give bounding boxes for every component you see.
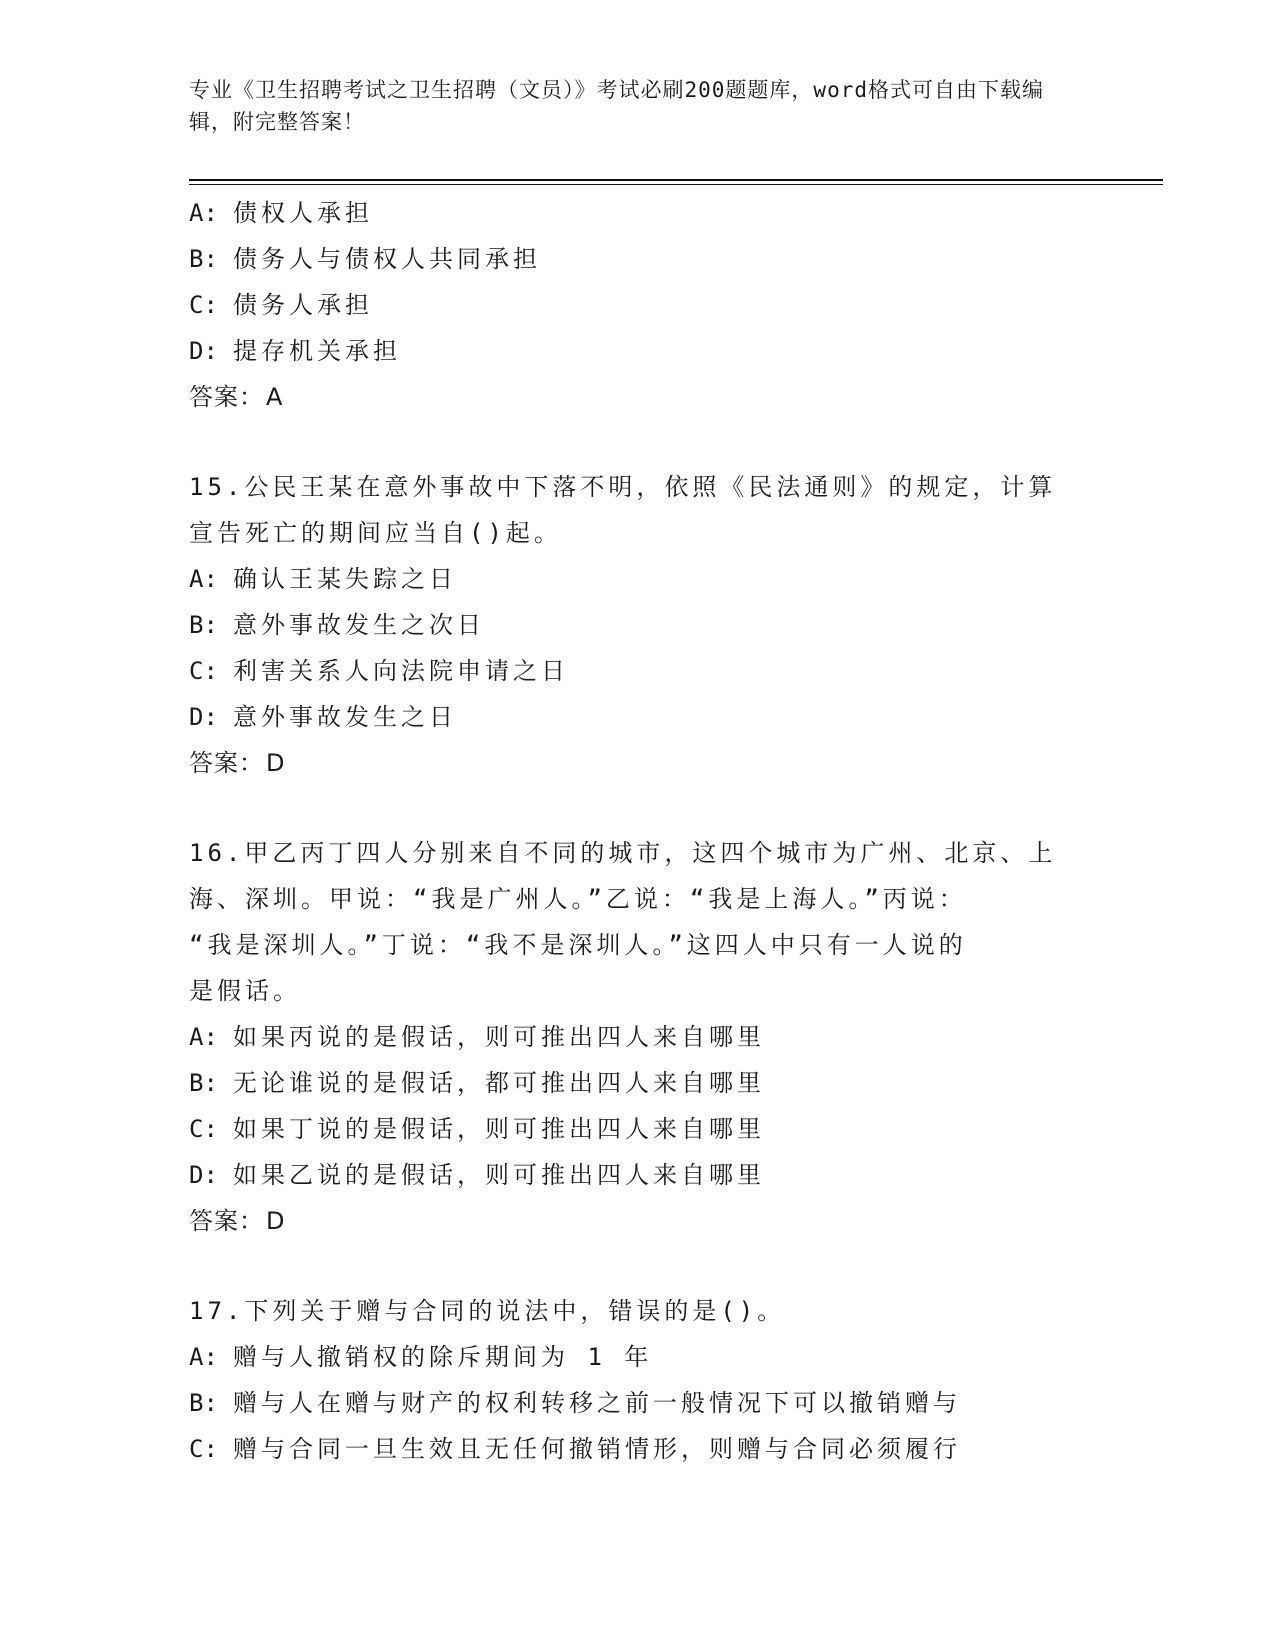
- option-letter: B:: [189, 1389, 218, 1417]
- question-spacer: [189, 420, 1089, 464]
- option-b: [189, 1060, 1089, 1106]
- option-letter: A:: [189, 199, 218, 227]
- option-d: [189, 694, 1089, 740]
- question-stem: “我是深圳人。”丁说：“我不是深圳人。”这四人中只有一人说的: [189, 931, 967, 959]
- option-text: 债务人与债权人共同承担: [233, 245, 541, 273]
- answer-label: 答案：: [189, 749, 264, 777]
- question-15: [189, 464, 1089, 786]
- option-c: [189, 282, 1089, 328]
- question-content: [189, 190, 1089, 1472]
- option-letter: B:: [189, 245, 218, 273]
- header-divider: [189, 179, 1163, 181]
- answer-label: 答案：: [189, 383, 264, 411]
- option-text: 赠与人撤销权的除斥期间为 1 年: [233, 1343, 653, 1371]
- option-text: 如果丁说的是假话，则可推出四人来自哪里: [233, 1115, 765, 1143]
- option-a: [189, 190, 1089, 236]
- answer-line: [189, 740, 1089, 786]
- option-letter: C:: [189, 1115, 218, 1143]
- question-stem: 16.甲乙丙丁四人分别来自不同的城市，这四个城市为广州、北京、上: [189, 839, 1057, 867]
- question-stem: 15.公民王某在意外事故中下落不明，依照《民法通则》的规定，计算: [189, 473, 1057, 501]
- prev-question-block: [189, 190, 1089, 420]
- option-text: 提存机关承担: [233, 337, 401, 365]
- option-text: 意外事故发生之次日: [233, 611, 485, 639]
- answer-value: D: [266, 1207, 286, 1235]
- option-b: [189, 236, 1089, 282]
- option-b: [189, 602, 1089, 648]
- option-letter: D:: [189, 1161, 218, 1189]
- question-stem: 是假话。: [189, 977, 301, 1005]
- option-a: [189, 1014, 1089, 1060]
- answer-line: [189, 1198, 1089, 1244]
- option-text: 赠与人在赠与财产的权利转移之前一般情况下可以撤销赠与: [233, 1389, 961, 1417]
- option-c: [189, 1106, 1089, 1152]
- question-stem: 海、深圳。甲说：“我是广州人。”乙说：“我是上海人。”丙说：: [189, 885, 967, 913]
- question-stem: 17.下列关于赠与合同的说法中，错误的是()。: [189, 1297, 786, 1325]
- option-text: 意外事故发生之日: [233, 703, 457, 731]
- option-c: [189, 648, 1089, 694]
- question-16: [189, 830, 1089, 1244]
- option-letter: C:: [189, 291, 218, 319]
- option-letter: C:: [189, 657, 218, 685]
- option-b: [189, 1380, 1089, 1426]
- option-a: [189, 1334, 1089, 1380]
- page-header: [189, 74, 1069, 138]
- answer-label: 答案：: [189, 1207, 264, 1235]
- option-c: [189, 1426, 1089, 1472]
- option-a: [189, 556, 1089, 602]
- option-letter: D:: [189, 703, 218, 731]
- option-d: [189, 1152, 1089, 1198]
- question-17: [189, 1288, 1089, 1472]
- option-letter: D:: [189, 337, 218, 365]
- option-text: 债权人承担: [233, 199, 373, 227]
- option-d: [189, 328, 1089, 374]
- option-letter: A:: [189, 1023, 218, 1051]
- option-letter: B:: [189, 611, 218, 639]
- question-stem: 宣告死亡的期间应当自()起。: [189, 519, 562, 547]
- option-text: 如果丙说的是假话，则可推出四人来自哪里: [233, 1023, 765, 1051]
- answer-value: A: [266, 383, 284, 411]
- option-letter: B:: [189, 1069, 218, 1097]
- option-letter: A:: [189, 565, 218, 593]
- option-text: 利害关系人向法院申请之日: [233, 657, 569, 685]
- option-letter: A:: [189, 1343, 218, 1371]
- question-spacer: [189, 1244, 1089, 1288]
- answer-value: D: [266, 749, 286, 777]
- answer-line: [189, 374, 1089, 420]
- header-divider-thin: [189, 184, 1163, 185]
- option-text: 债务人承担: [233, 291, 373, 319]
- header-text: 专业《卫生招聘考试之卫生招聘（文员）》考试必刷200题题库，word格式可自由下载编辑，附完整答案！: [189, 78, 1044, 134]
- option-text: 如果乙说的是假话，则可推出四人来自哪里: [233, 1161, 765, 1189]
- option-text: 赠与合同一旦生效且无任何撤销情形，则赠与合同必须履行: [233, 1435, 961, 1463]
- option-letter: C:: [189, 1435, 218, 1463]
- option-text: 无论谁说的是假话，都可推出四人来自哪里: [233, 1069, 765, 1097]
- question-spacer: [189, 786, 1089, 830]
- option-text: 确认王某失踪之日: [233, 565, 457, 593]
